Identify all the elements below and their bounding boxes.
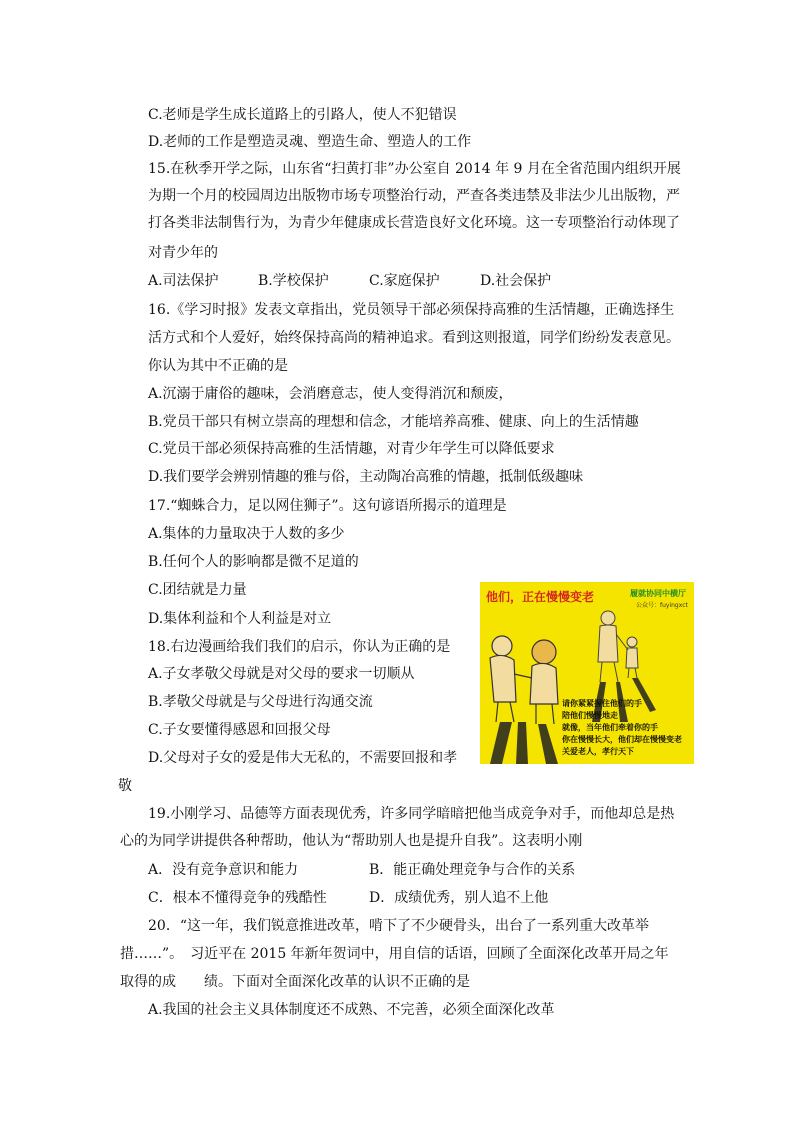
- q15-option-b: B.学校保护: [258, 273, 329, 289]
- q17-option-c: C.团结就是力量: [148, 582, 247, 598]
- cartoon-caption-1: 请你紧紧握住他们的手: [562, 699, 642, 708]
- q19-option-c: C．根本不懂得竞争的残酷性: [148, 890, 327, 906]
- near-figures: [490, 636, 558, 724]
- q16-option-c: C.党员干部必须保持高雅的生活情趣，对青少年学生可以降低要求: [148, 441, 555, 457]
- cartoon-caption-4: 你在慢慢长大，他们却在慢慢变老: [562, 735, 682, 744]
- q15-stem-line-2: 为期一个月的校园周边出版物市场专项整治行动，严查各类违禁及非法少儿出版物，严: [148, 188, 680, 204]
- q18-option-d-line-2: 敬: [118, 778, 132, 794]
- q15-option-d: D.社会保护: [480, 273, 552, 289]
- q17-option-d: D.集体利益和个人利益是对立: [148, 611, 332, 627]
- q15-option-c: C.家庭保护: [369, 273, 440, 289]
- q18-option-b: B.孝敬父母就是与父母进行沟通交流: [148, 694, 373, 710]
- q20-stem-line-2: 措……”。 习近平在 2015 年新年贺词中，用自信的话语，回顾了全面深化改革开局之年: [120, 946, 669, 962]
- q15-stem-line-3: 打各类非法制售行为，为青少年健康成长营造良好文化环境。这一专项整治行动体现了: [148, 215, 680, 231]
- q18-option-d-line-1: D.父母对子女的爱是伟大无私的，不需要回报和孝: [148, 750, 458, 766]
- q17-stem: 17.“蜘蛛合力，足以网住狮子”。这句谚语所揭示的道理是: [148, 498, 507, 514]
- filial-piety-cartoon: [480, 582, 694, 764]
- q15-stem-line-4: 对青少年的: [148, 245, 218, 261]
- q16-option-d: D.我们要学会辨别情趣的雅与俗，主动陶冶高雅的情趣，抵制低级趣味: [148, 469, 584, 485]
- q17-option-b: B.任何个人的影响都是微不足道的: [148, 554, 359, 570]
- q19-stem-line-1: 19.小刚学习、品德等方面表现优秀，许多同学暗暗把他当成竞争对手，而他却总是热: [148, 806, 675, 822]
- distant-figures: [598, 611, 638, 682]
- q14-option-c: C.老师是学生成长道路上的引路人，使人不犯错误: [148, 107, 457, 123]
- q16-option-b: B.党员干部只有树立崇高的理想和信念，才能培养高雅、健康、向上的生活情趣: [148, 414, 639, 430]
- q19-option-b: B．能正确处理竞争与合作的关系: [369, 862, 576, 878]
- q14-option-d: D.老师的工作是塑造灵魂、塑造生命、塑造人的工作: [148, 134, 472, 150]
- q19-option-a: A．没有竞争意识和能力: [148, 862, 299, 878]
- q16-option-a: A.沉溺于庸俗的趣味，会消磨意志，使人变得消沉和颓废，: [148, 386, 513, 402]
- q16-stem-line-1: 16.《学习时报》发表文章指出，党员领导干部必须保持高雅的生活情趣，正确选择生: [148, 302, 675, 318]
- q20-option-a: A.我国的社会主义具体制度还不成熟、不完善，必须全面深化改革: [148, 1002, 555, 1018]
- q18-stem: 18.右边漫画给我们我们的启示，你认为正确的是: [148, 639, 451, 655]
- q17-option-a: A.集体的力量取决于人数的多少: [148, 526, 345, 542]
- cartoon-caption-2: 陪他们慢慢地走: [562, 711, 618, 720]
- cartoon-brand: 履就协同中横厅: [630, 589, 686, 598]
- q19-option-d: D．成绩优秀，别人追不上他: [369, 890, 549, 906]
- q20-stem-line-3: 取得的成 绩。下面对全面深化改革的认识不正确的是: [120, 974, 470, 990]
- cartoon-account: 公众号：fuyingxct: [636, 602, 688, 609]
- cartoon-title: 他们，正在慢慢变老: [486, 590, 595, 604]
- q15-option-a: A.司法保护: [148, 273, 219, 289]
- q16-stem-line-2: 活方式和个人爱好，始终保持高尚的精神追求。看到这则报道，同学们纷纷发表意见。: [148, 330, 680, 346]
- cartoon-caption-5: 关爱老人，孝行天下: [562, 747, 634, 756]
- q19-stem-line-2: 心的为同学讲提供各种帮助，他认为“帮助别人也是提升自我”。这表明小刚: [120, 833, 583, 849]
- q16-stem-line-3: 你认为其中不正确的是: [148, 358, 288, 374]
- q18-option-c: C.子女要懂得感恩和回报父母: [148, 722, 331, 738]
- q15-stem-line-1: 15.在秋季开学之际，山东省“扫黄打非”办公室自 2014 年 9 月在全省范围内组织开展: [148, 161, 681, 177]
- q20-stem-line-1: 20．“这一年，我们锐意推进改革，啃下了不少硬骨头，出台了一系列重大改革举: [148, 918, 649, 934]
- cartoon-caption-3: 就像，当年他们牵着你的手: [562, 723, 658, 732]
- q18-option-a: A.子女孝敬父母就是对父母的要求一切顺从: [148, 666, 415, 682]
